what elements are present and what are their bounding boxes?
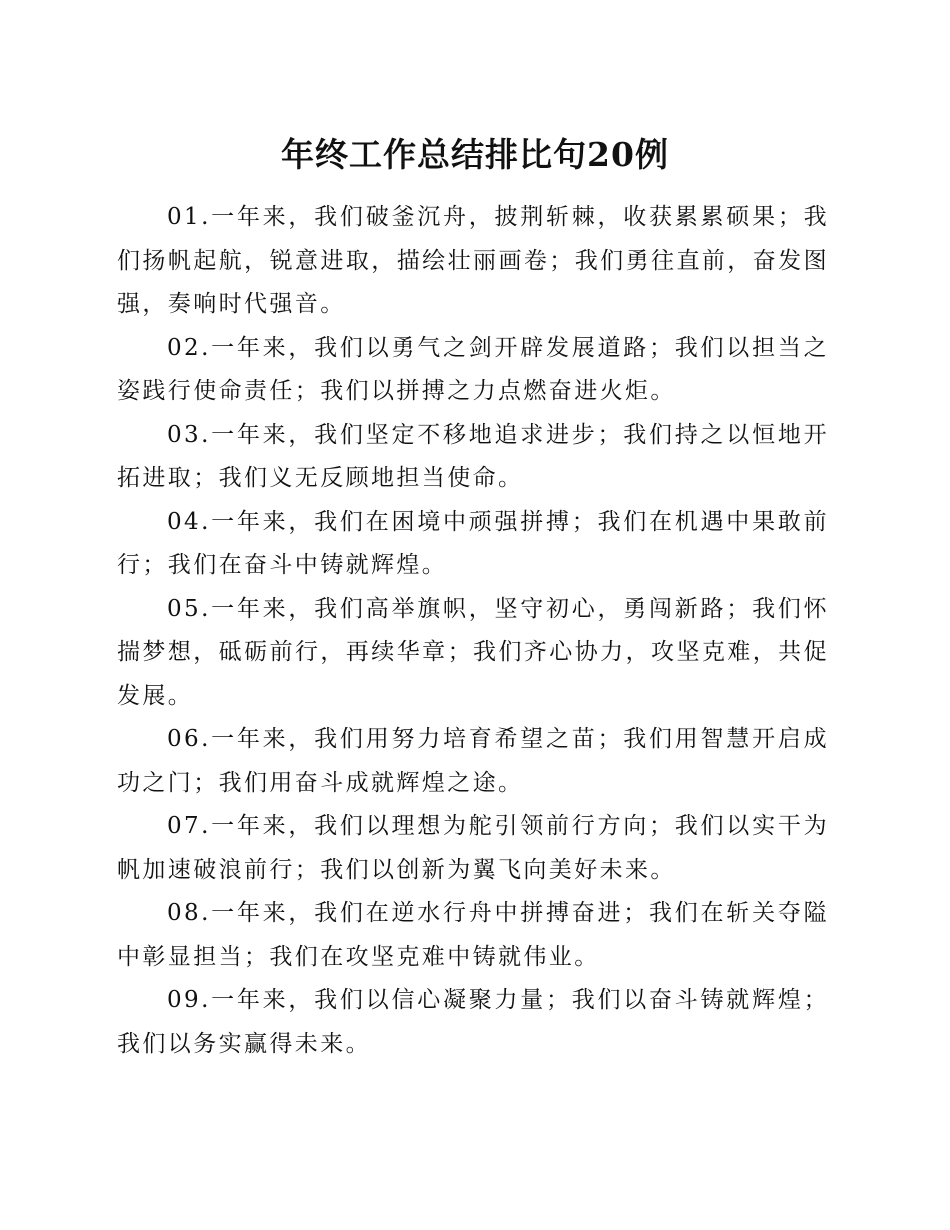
paragraph-07: 07.一年来，我们以理想为舵引领前行方向；我们以实干为帆加速破浪前行；我们以创新为翼飞向美好未来。 bbox=[117, 813, 829, 883]
paragraph-08: 08.一年来，我们在逆水行舟中拼搏奋进；我们在斩关夺隘中彰显担当；我们在攻坚克难中铸就伟业。 bbox=[117, 900, 829, 970]
paragraph-03: 03.一年来，我们坚定不移地追求进步；我们持之以恒地开拓进取；我们义无反顾地担当使命。 bbox=[117, 421, 829, 491]
paragraph-04: 04.一年来，我们在困境中顽强拼搏；我们在机遇中果敢前行；我们在奋斗中铸就辉煌。 bbox=[117, 508, 829, 578]
document-title: 年终工作总结排比句20例 bbox=[281, 135, 669, 174]
document-body bbox=[117, 196, 829, 1066]
paragraph-09: 09.一年来，我们以信心凝聚力量；我们以奋斗铸就辉煌；我们以务实赢得未来。 bbox=[117, 987, 829, 1057]
paragraph-02: 02.一年来，我们以勇气之剑开辟发展道路；我们以担当之姿践行使命责任；我们以拼搏之力点燃奋进火炬。 bbox=[117, 334, 829, 404]
paragraph-06: 06.一年来，我们用努力培育希望之苗；我们用智慧开启成功之门；我们用奋斗成就辉煌之途。 bbox=[117, 726, 829, 796]
paragraph-01: 01.一年来，我们破釜沉舟，披荆斩棘，收获累累硕果；我们扬帆起航，锐意进取，描绘壮丽画卷；我们勇往直前，奋发图强，奏响时代强音。 bbox=[117, 204, 829, 317]
paragraph-05: 05.一年来，我们高举旗帜，坚守初心，勇闯新路；我们怀揣梦想，砥砺前行，再续华章；我们齐心协力，攻坚克难，共促发展。 bbox=[117, 595, 829, 709]
